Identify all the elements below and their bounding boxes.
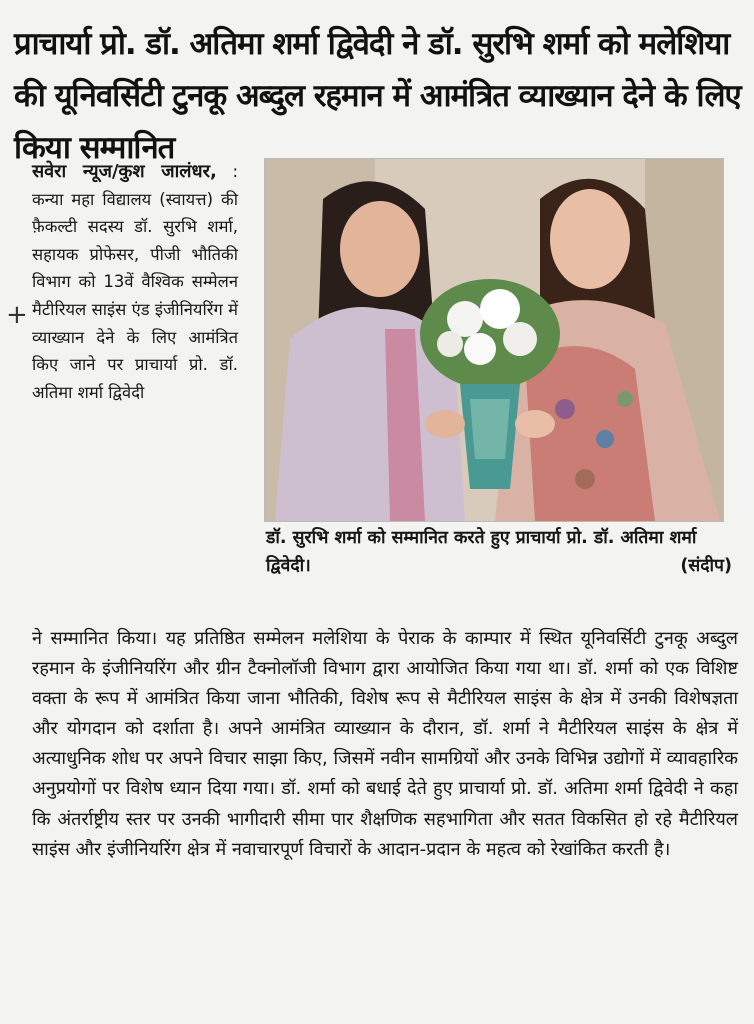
dateline: सवेरा न्यूज/कुश जालंधर, — [32, 161, 217, 182]
photo-caption — [266, 524, 732, 580]
photo-illustration — [265, 159, 723, 521]
article-column — [32, 158, 238, 406]
article-body: ने सम्मानित किया। यह प्रतिष्ठित सम्मेलन मलेशिया के पेराक के काम्पार में स्थित यूनिवर्सिटी टुनकू अब्दुल रहमान के इंजीनियरिंग और ग्रीन टैक्नोलॉजी विभाग द्वारा आयोजित किया गया था। डॉ. शर्मा को एक विशिष्ट वक्ता के रूप में आमंत्रित किया जाना भौतिकी, विशेष रूप से मैटीरियल साइंस के क्षेत्र में उनकी विशेषज्ञता और योगदान को दर्शाता है। अपने आमंत्रित व्याख्यान के दौरान, डॉ. शर्मा ने मैटीरियल साइंस के क्षेत्र में अत्याधुनिक शोध पर अपने विचार साझा किए, जिसमें नवीन सामग्रियों और उनके विभिन्न उद्योगों में व्यावहारिक अनुप्रयोगों पर विशेष ध्यान दिया गया। डॉ. शर्मा को बधाई देते हुए प्राचार्या प्रो. डॉ. अतिमा शर्मा द्विवेदी ने कहा कि अंतर्राष्ट्रीय स्तर पर उनकी भागीदारी सीमा पार शैक्षणिक सहभागिता और सतत विकसित हो रहे मैटीरियल साइंस और इंजीनियरिंग क्षेत्र में नवाचारपूर्ण विचारों के आदान-प्रदान के महत्व को रेखांकित करती है। — [32, 628, 738, 860]
photo-credit: (संदीप) — [680, 556, 732, 576]
headline: प्राचार्या प्रो. डॉ. अतिमा शर्मा द्विवेदी ने डॉ. सुरभि शर्मा को मलेशिया की यूनिवर्सिटी टुनकू अब्दुल रहमान में आमंत्रित व्याख्यान देने के लिए किया सम्मानित — [14, 26, 741, 166]
caption-text: डॉ. सुरभि शर्मा को सम्मानित करते हुए प्राचार्या प्रो. डॉ. अतिमा शर्मा द्विवेदी। — [266, 528, 697, 576]
column-text: : कन्या महा विद्यालय (स्वायत्त) की फ़ैकल्टी सदस्य डॉ. सुरभि शर्मा, सहायक प्रोफेसर, पीजी भौतिकी विभाग को 13वें वैश्विक सम्मेलन मैटीरियल साइंस एंड इंजीनियरिंग में व्याख्यान देने के लिए आमंत्रित किए जाने पर प्राचार्या प्रो. डॉ. अतिमा शर्मा द्विवेदी — [32, 162, 238, 402]
registration-mark: + — [6, 300, 28, 330]
news-photo — [264, 158, 724, 522]
